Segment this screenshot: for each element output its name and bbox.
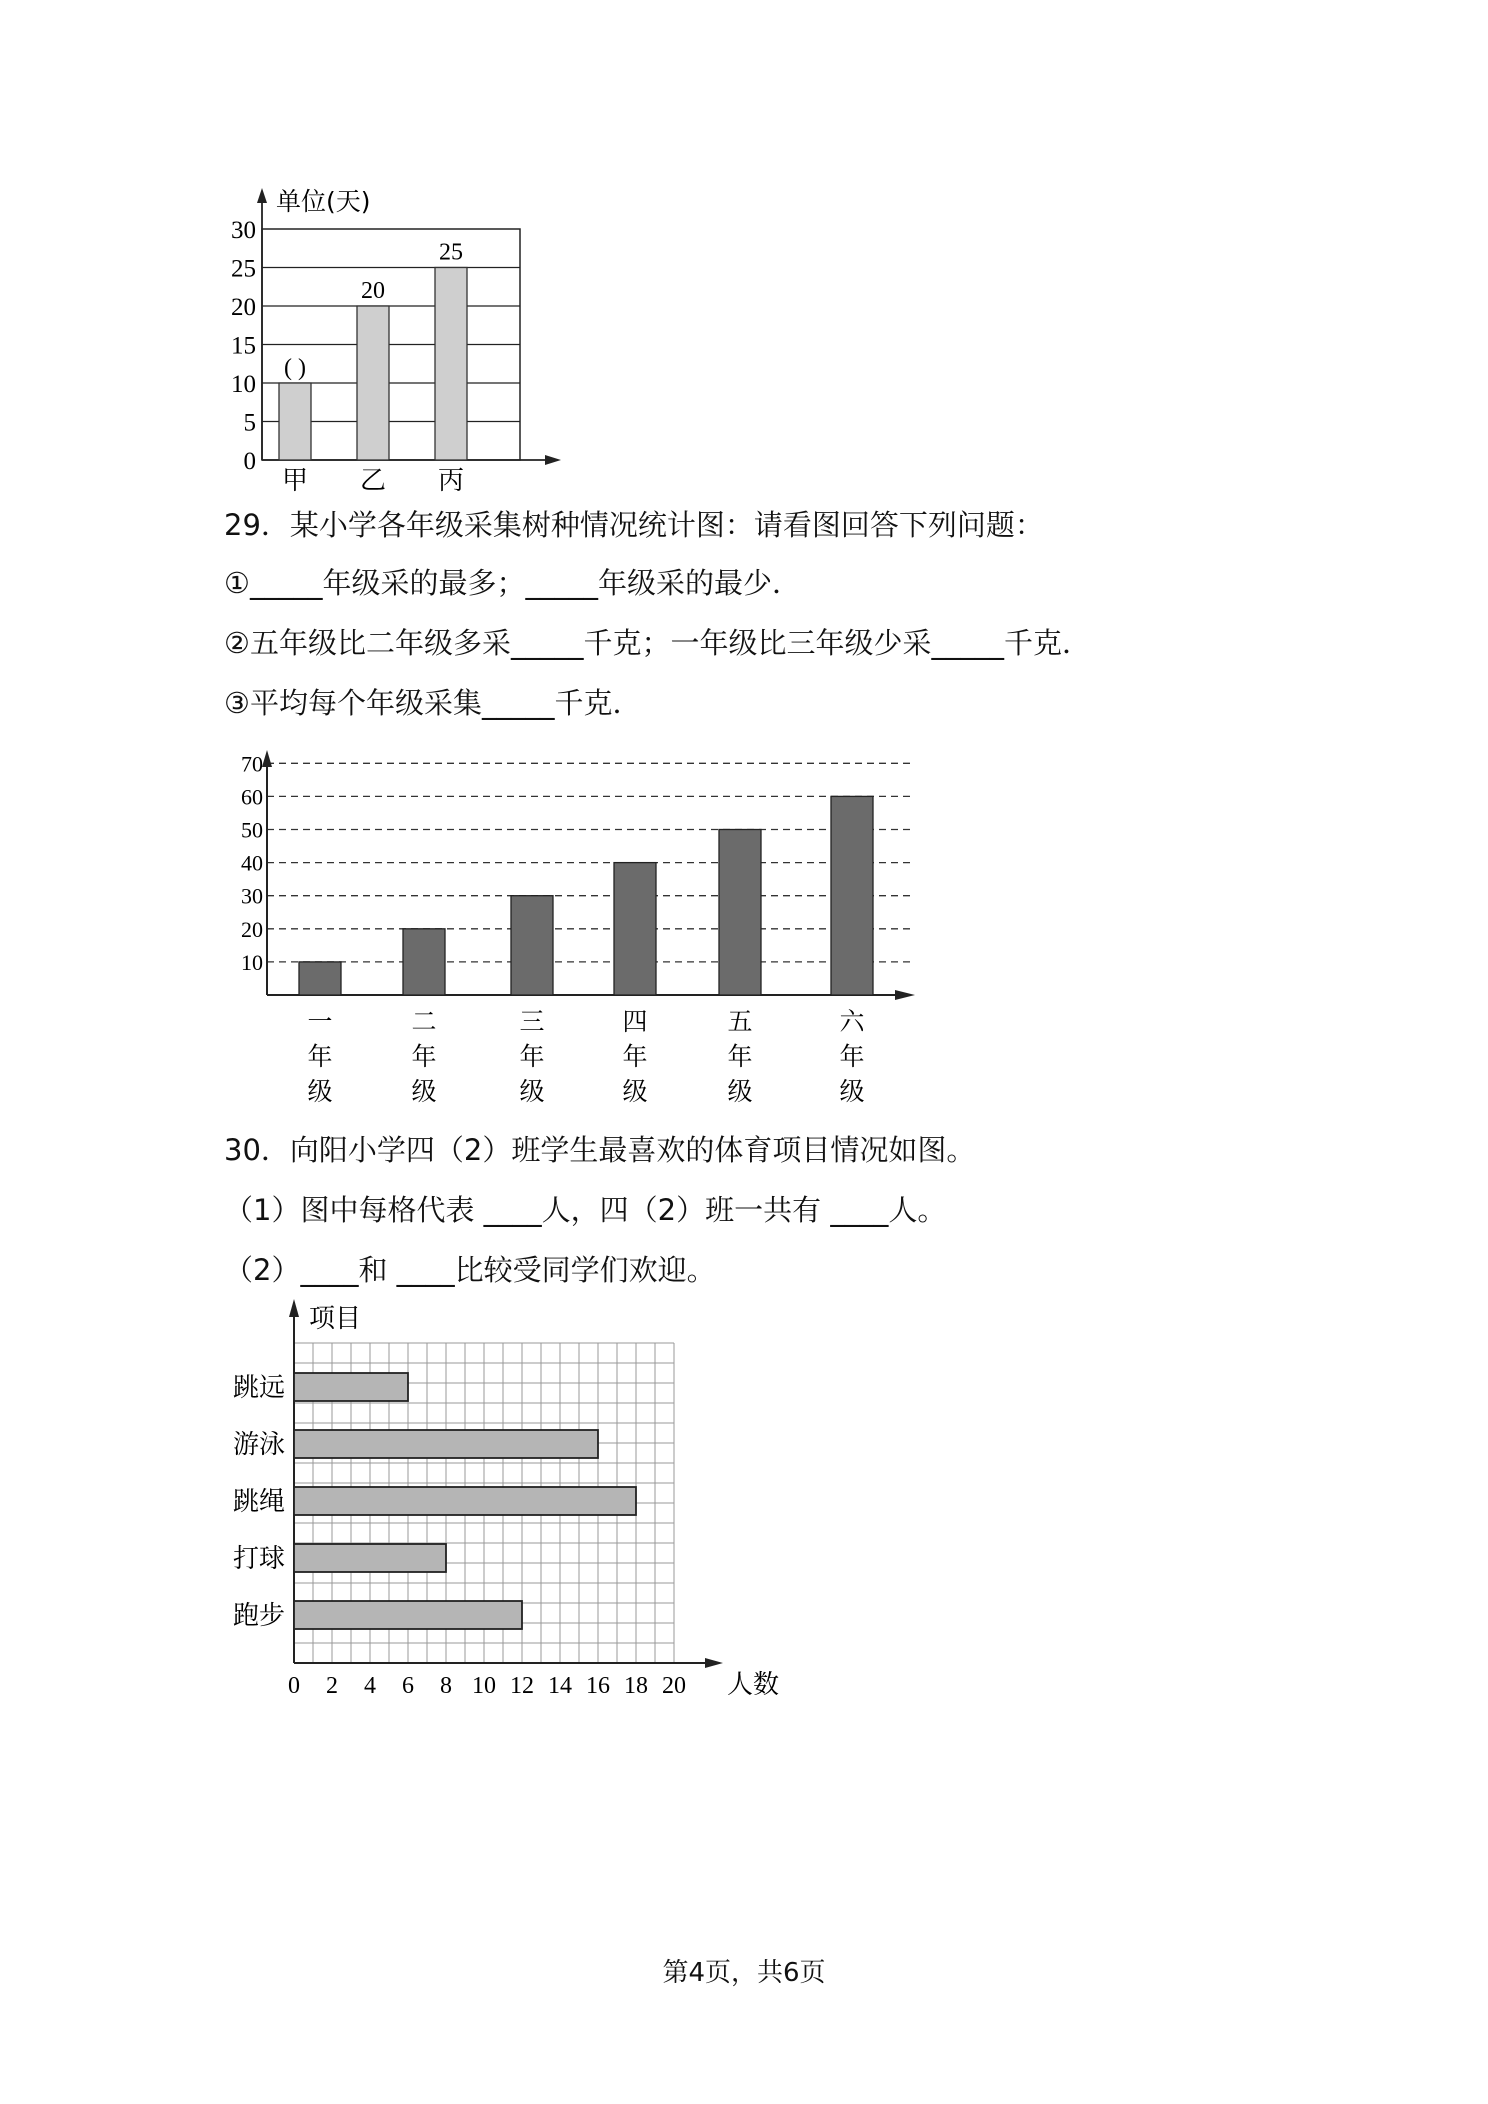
- chart3-x-arrow: [705, 1658, 723, 1668]
- chart2-x-arrow: [895, 990, 915, 1000]
- chart3-x-tick: 4: [364, 1673, 376, 1695]
- q29-title: 29．某小学各年级采集树种情况统计图：请看图回答下列问题：: [224, 508, 1044, 542]
- chart2-category-char: 六: [839, 1007, 865, 1036]
- chart1-data-label: 25: [439, 239, 463, 266]
- chart3-bar: [294, 1373, 408, 1401]
- chart2-category-char: 级: [411, 1077, 437, 1106]
- chart3-category-label: 跳远: [232, 1373, 285, 1403]
- chart1-y-tick: 15: [231, 332, 256, 360]
- chart1-y-tick: 5: [243, 409, 256, 437]
- chart3-y-axis-label: 项目: [309, 1304, 362, 1334]
- chart2-y-tick: 20: [241, 916, 263, 942]
- chart2-category-char: 年: [519, 1042, 545, 1071]
- chart2-category-char: 五: [727, 1007, 753, 1036]
- chart1-data-label: 20: [361, 278, 385, 304]
- chart3-bar: [294, 1544, 446, 1572]
- chart3-bar: [294, 1430, 598, 1458]
- chart2-category-char: 年: [839, 1042, 865, 1071]
- chart2-category-char: 年: [411, 1042, 437, 1071]
- page-footer: 第4页，共6页: [662, 1958, 826, 1988]
- chart3-x-tick: 2: [326, 1673, 338, 1695]
- chart1-category-label: 丙: [437, 466, 465, 495]
- chart-days: [215, 185, 575, 495]
- chart2-category-char: 一: [307, 1007, 333, 1036]
- chart3-x-tick: 10: [472, 1673, 496, 1695]
- chart3-x-tick: 0: [288, 1673, 300, 1695]
- chart2-category-char: 级: [622, 1077, 648, 1106]
- q30-line2: （2）____和 ____比较受同学们欢迎。: [224, 1253, 716, 1287]
- chart3-x-tick: 12: [510, 1673, 534, 1695]
- chart2-category-char: 级: [839, 1077, 865, 1106]
- chart2-category-char: 级: [307, 1077, 333, 1106]
- q29-line1: ①_____年级采的最多；_____年级采的最少．: [224, 566, 801, 600]
- chart3-category-label: 跳绳: [232, 1487, 285, 1517]
- chart3-bar: [294, 1601, 522, 1629]
- chart2-bar: [403, 929, 445, 995]
- chart1-category-label: 乙: [359, 466, 387, 495]
- chart2-category-char: 四: [622, 1007, 648, 1036]
- chart3-x-axis-label: 人数: [727, 1670, 780, 1695]
- chart3-category-label: 打球: [232, 1544, 285, 1574]
- chart2-category-char: 二: [411, 1007, 437, 1036]
- chart2-bar: [831, 796, 873, 995]
- chart1-y-tick: 30: [231, 217, 256, 244]
- chart2-bar: [511, 896, 553, 995]
- chart2-y-tick: 10: [241, 949, 263, 975]
- chart2-y-tick: 30: [241, 883, 263, 909]
- q30-line1: （1）图中每格代表 ____人，四（2）班一共有 ____人。: [224, 1193, 947, 1227]
- chart3-x-tick: 16: [586, 1673, 610, 1695]
- chart2-y-tick: 50: [241, 817, 263, 843]
- chart1-bar: [279, 383, 311, 460]
- chart1-bar: [435, 268, 467, 461]
- chart1-bar: [357, 306, 389, 460]
- chart3-x-tick: 6: [402, 1673, 414, 1695]
- q29-line2: ②五年级比二年级多采_____千克；一年级比三年级少采_____千克．: [224, 626, 1091, 660]
- q30-title: 30．向阳小学四（2）班学生最喜欢的体育项目情况如图。: [224, 1133, 976, 1167]
- chart3-category-label: 跑步: [232, 1601, 285, 1631]
- chart1-category-label: 甲: [281, 466, 309, 495]
- chart1-data-label: ( ): [284, 355, 306, 381]
- chart2-y-arrow: [262, 750, 272, 767]
- q29-line3: ③平均每个年级采集_____千克．: [224, 686, 642, 720]
- chart3-x-tick: 14: [548, 1673, 572, 1695]
- chart3-x-tick: 20: [662, 1673, 686, 1695]
- chart-grades: [225, 745, 925, 1115]
- chart3-bar: [294, 1487, 636, 1515]
- chart2-y-tick: 40: [241, 850, 263, 876]
- chart1-x-arrow: [545, 455, 561, 465]
- chart3-x-tick: 18: [624, 1673, 648, 1695]
- chart-sports: [215, 1295, 795, 1695]
- chart1-unit-label: 单位(天): [276, 187, 371, 216]
- chart2-y-tick: 60: [241, 784, 263, 810]
- chart3-y-arrow: [289, 1299, 299, 1317]
- chart1-y-tick: 25: [231, 255, 256, 283]
- chart2-bar: [719, 830, 761, 996]
- chart1-y-tick: 0: [243, 448, 256, 475]
- chart2-category-char: 级: [519, 1077, 545, 1106]
- chart3-category-label: 游泳: [232, 1430, 285, 1460]
- chart1-y-arrow: [257, 188, 267, 203]
- chart2-y-tick: 70: [241, 751, 263, 777]
- chart2-bar: [299, 962, 341, 995]
- chart2-category-char: 三: [519, 1007, 545, 1036]
- chart2-category-char: 年: [307, 1042, 333, 1071]
- chart2-bar: [614, 863, 656, 995]
- chart2-category-char: 级: [727, 1077, 753, 1106]
- chart2-category-char: 年: [727, 1042, 753, 1071]
- chart2-category-char: 年: [622, 1042, 648, 1071]
- chart1-y-tick: 20: [231, 294, 256, 321]
- chart3-x-tick: 8: [440, 1673, 452, 1695]
- chart1-y-tick: 10: [231, 371, 256, 398]
